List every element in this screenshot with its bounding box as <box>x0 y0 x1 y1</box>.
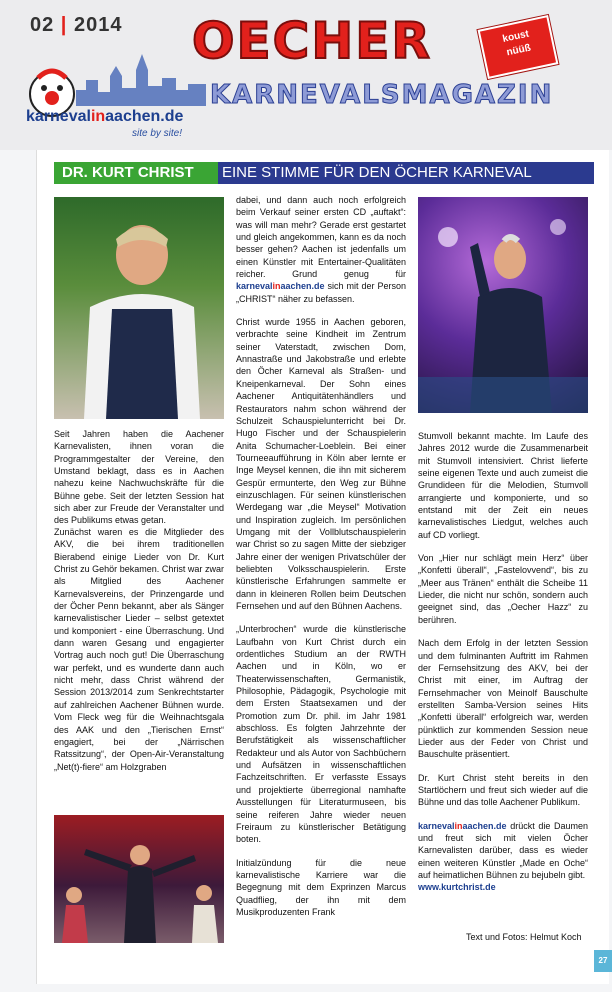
carnival-group-icon <box>54 815 224 943</box>
paragraph: Seit Jahren haben die Aachener Karnevalisten, ihnen voran die Programmgestalter der Vereine, den Umstand beklagt, dass es in Aachen nahezu keine Nachwuchskräfte für die Bühne gebe. Seit der letzten Session hat sich aber zur Freude der Veranstalter und des Publikums etwas getan. <box>54 429 224 526</box>
paragraph: dabei, und dann auch noch erfolgreich beim Verkauf seiner ersten CD „auftakt“: was will man mehr? Gerade erst gestartet und gleich angekommen, kann es da noch besser gehen? Aachen ist jedenfalls um einen Künstler mit Entertainer-Qualitäten reicher. Grund genug für karnevalinaachen.de sich mit der Person „CHRIST“ näher zu befassen. <box>236 195 406 304</box>
site-logo <box>22 40 212 140</box>
stage-performance-photo <box>418 197 588 413</box>
issue-number: 02 <box>30 14 55 36</box>
paragraph: Nach dem Erfolg in der letzten Session und dem fulminanten Auftritt im Rahmen der Fernsehsitzung des AKV, bei der Christ mit einer, im Auftrag der Fernsehmacher von Meinolf Bauschulte erstellten Samba-Version seines Hits „Konfetti überall“ erfolgreich war, werden pünktlich zur kommenden Session neue Lieder aus der Feder von Christ und Bauschulte präsentiert. <box>418 638 588 760</box>
portrait-photo <box>54 197 224 419</box>
website-link[interactable]: www.kurtchrist.de <box>418 882 496 893</box>
koust-nuess-stamp: koust nüüß <box>478 15 559 79</box>
city-skyline-icon <box>76 50 206 106</box>
site-name: karnevalinaachen.de <box>26 108 184 125</box>
column-2 <box>236 194 406 929</box>
paragraph: „Unterbrochen“ wurde die künstlerische Laufbahn von Kurt Christ durch ein ordentliches Studium an der RWTH Aachen und in Köln, wo er Theaterwissenschaften, Germanistik, Philosophie, Pädagogik, Psychologie mit dem Ersten Staatsexamen und der Promotion zum Dr. phil. im Jahr 1981 abschloss. Es folgten Jahrzehnte der Berufstätigkeit als wissenschaftlicher Redakteur und als Autor von Sachbüchern und Aufsätzen in wissenschaftlichen Fachzeitschriften. Er verfasste Essays und projektierte überregional namhafte Ausstellungen für Literaturmuseen, bis seine reiferen Jahre wieder neuen Freiraum zu künstlerischer Betätigung boten. <box>236 624 406 845</box>
paragraph: Stumvoll bekannt machte. Im Laufe des Jahres 2012 wurde die Zusammenarbeit mit Stumvoll intensiviert. Christ lieferte seine eigenen Texte und auch zumeist die Grundideen für die Melodien, Stumvoll arrangierte und komponierte, und so entstand mit der Zeit ein neues karnevalistisches Liedgut, welches auch auf CD vorliegt. <box>418 431 588 540</box>
paragraph: karnevalinaachen.de drückt die Daumen und freut sich mit vielen Öcher Karnevalisten darüber, dass es wieder einen weiteren Künstler „Made en Oche“ auf heimatlichen Bühnen zu bejubeln gibt. <box>418 820 588 880</box>
site-tagline: site by site! <box>132 128 183 139</box>
paragraph: Dr. Kurt Christ steht bereits in den Startlöchern und freut sich wieder auf die Bühne und das tolle Aachener Publikum. <box>418 772 588 808</box>
column-3 <box>418 430 588 894</box>
singer-figure-icon <box>418 197 588 413</box>
site-brand-inline: karnevalinaachen.de <box>236 281 325 292</box>
magazine-title: OECHER <box>192 12 432 70</box>
headline-name: DR. KURT CHRIST <box>54 162 218 184</box>
issue-year: 2014 <box>73 14 123 36</box>
column-1-intro <box>54 428 224 538</box>
paragraph: Initialzündung für die neue karnevalistische Karriere war die Begegnung mit dem Exprinzen Marcus Quadflieg, der ihn mit dem Musikproduzenten Frank <box>236 857 406 917</box>
page-number: 27 <box>594 950 612 972</box>
magazine-subtitle: KARNEVALSMAGAZIN <box>210 80 554 110</box>
paragraph: Von „Hier nur schlägt mein Herz“ über „Konfetti überall“, „Fastelovvend“, bis zu „Meer aus Tränen“ enthält die Scheibe 11 Lieder, die nicht nur schön, sondern auch geeignet sind, das „Oecher Hazz“ zu berühren. <box>418 553 588 625</box>
masthead <box>0 0 612 150</box>
paragraph: Zunächst waren es die Mitglieder des AKV, die bei ihrem traditionellen Bierabend einige Lieder von Dr. Kurt Christ zu Gehör bekamen. Christ war zwar als Mitglied des Aachener Karnevalsvereins, der Prinzengarde und der Öcher Penn bekannt, aber als Sänger karnevalistischer Lieder – selbst getextet und komponiert - eine Überraschung. Und dann waren Gesang und engagierter Vortrag auch noch gut! Die Überraschung war perfekt, und es wunderte dann auch nicht mehr, dass Christ während der Session 2013/2014 zum Senkrechtstarter auf zahlreichen Aachener Bühnen wurde. Vom Fleck weg für die Weihnachtsgala des AAK und den „Tierischen Ernst“ engagiert, bei der „Närrischen Ratssitzung“, der Open-Air-Veranstaltung „Net(t)-fiere“ am Holzgraben <box>54 527 224 772</box>
article-headline <box>54 162 594 184</box>
photo-credit: Text und Fotos: Helmut Koch <box>466 932 582 942</box>
headline-subtitle: EINE STIMME FÜR DEN ÖCHER KARNEVAL <box>222 164 532 181</box>
portrait-figure-icon <box>54 197 224 419</box>
carnival-stage-photo <box>54 815 224 943</box>
site-brand-inline: karnevalinaachen.de <box>418 820 507 831</box>
paragraph: Christ wurde 1955 in Aachen geboren, verbrachte seine Kindheit im Zentrum seiner Vaterstadt, zwischen Dom, Annastraße und Jakobstraße und erlebte den Öcher Karneval als Straßen- und Kneipenkarneval. Der Sohn eines Aachener Antiquitätenhändlers und Restaurators nahm schon während der Schulzeit Schauspielunterricht bei Dr. Hugo Fischer und der Schauspielerin Anita Schumacher-Loeblein. Bei einer Tourneeaufführung in Köln aber lernte er Inge Meysel kennen, die ihn mit sicherem Gespür ermunterte, den Weg zur Bühne einzuschlagen. Für seinen künstlerischen Werdegang war „die Meysel“ Motivation und Inspiration zugleich. Im persönlichen Umgang mit der Vollblutschauspielerin war Christ so zu sagen Mitte der siebziger Jahre einer der wenigen Privatschüler der beliebten Volksschauspielerin. Erste künstlerische Erfahrungen sammelte er dann in kleineren Rollen beim Deutschen Fernsehen und auf den Bühnen Aachens. <box>236 317 406 611</box>
issue-label: 02 | 2014 <box>30 14 123 36</box>
column-1-body <box>54 526 224 784</box>
